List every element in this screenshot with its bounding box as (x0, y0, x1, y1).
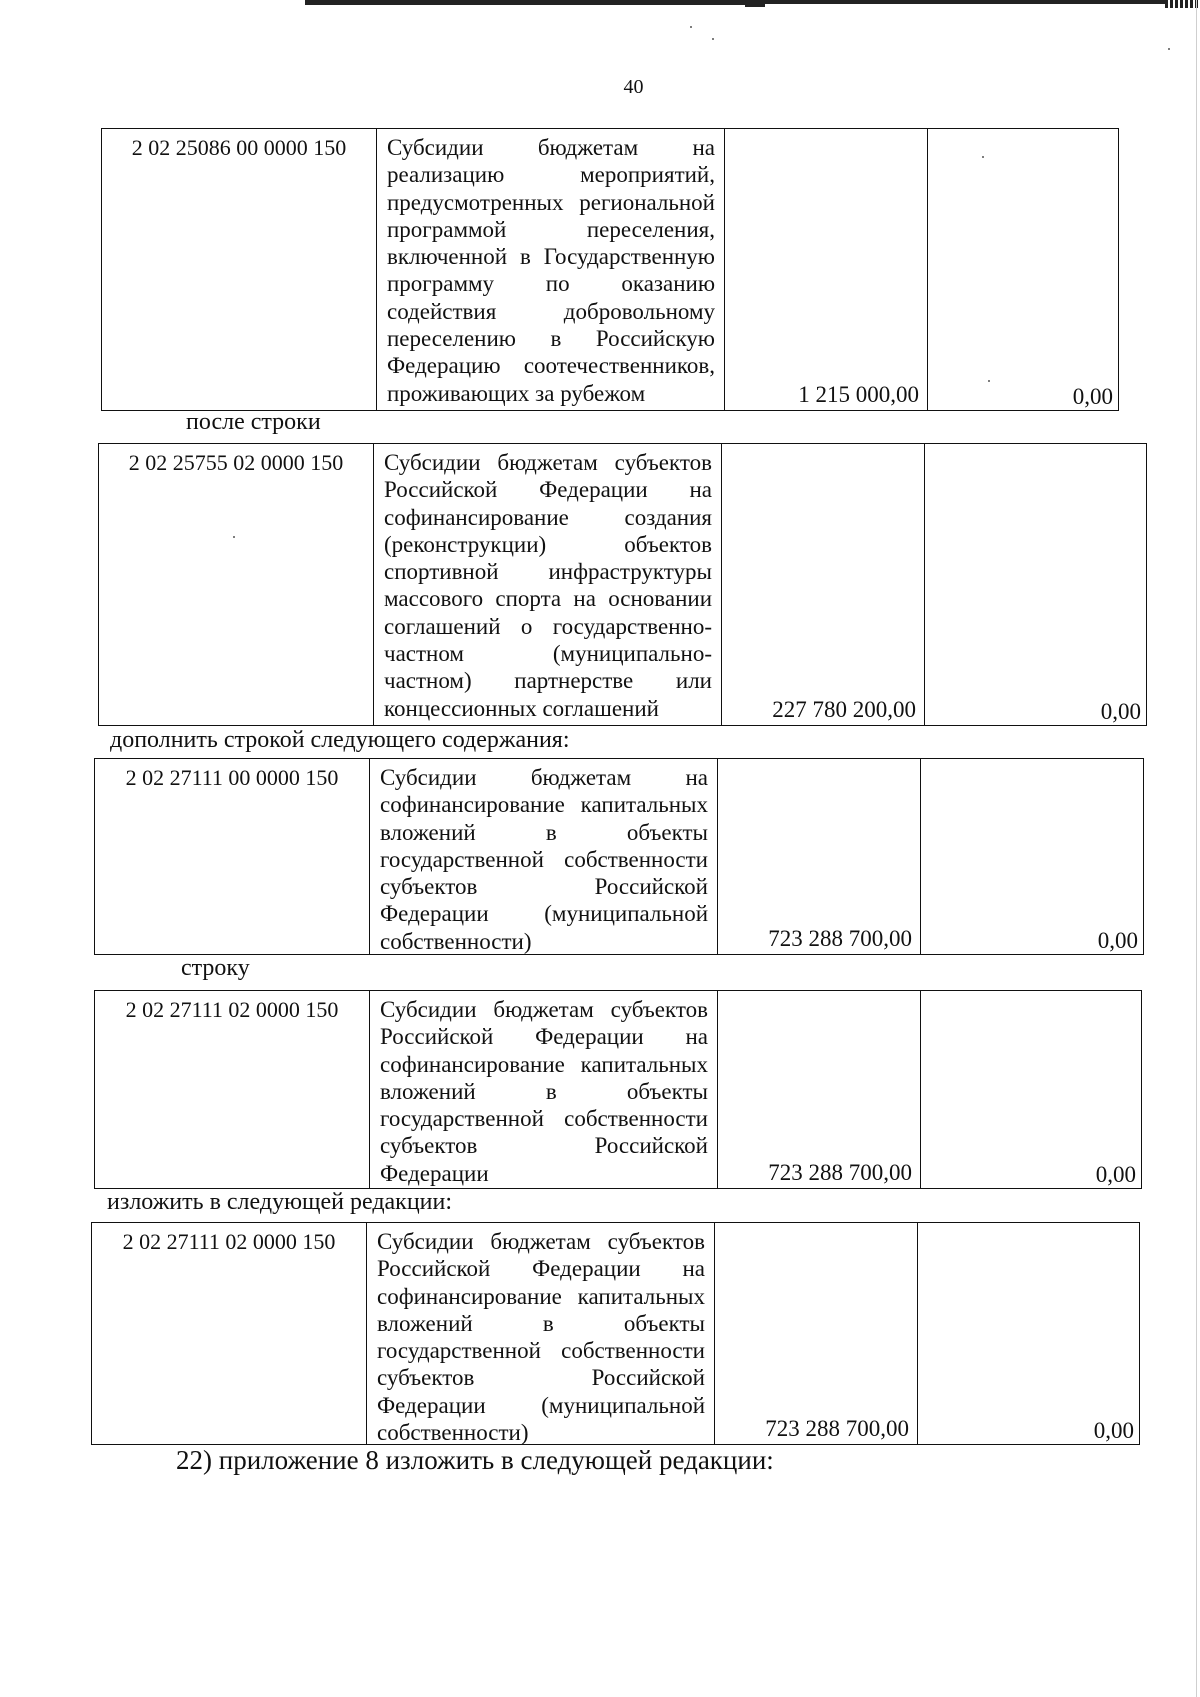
scan-edge-mark (745, 0, 765, 7)
row-value: 0,00 (1100, 699, 1141, 724)
scan-edge-mark (765, 0, 1165, 4)
value-cell (921, 759, 1143, 954)
amount-cell (718, 991, 921, 1188)
page-number: 40 (623, 76, 644, 98)
row-value: 0,00 (1097, 928, 1138, 953)
row-description: Субсидии бюджетам субъектов Российской Федерации на софинансирование создания (реконструкции) объектов спортивной инфраструктуры массового спорта на основании соглашений о государственно-частном (муниципально-частном) партнерстве или концессионных соглашений (374, 444, 722, 725)
scan-speck (1168, 48, 1170, 50)
scan-edge-mark (1165, 0, 1200, 8)
budget-code: 2 02 27111 00 0000 150 (95, 759, 370, 954)
scan-edge-line (1196, 0, 1197, 1697)
table-row (94, 990, 1142, 1189)
scan-speck (712, 38, 714, 40)
value-cell (928, 129, 1118, 410)
amount-cell (722, 444, 925, 725)
table-row (94, 758, 1144, 955)
row-value: 0,00 (1072, 384, 1113, 409)
budget-code: 2 02 25755 02 0000 150 (99, 444, 374, 725)
amount-cell (718, 759, 921, 954)
budget-code: 2 02 25086 00 0000 150 (102, 129, 377, 410)
row-value: 0,00 (1093, 1418, 1134, 1443)
closing-instruction: 22) приложение 8 изложить в следующей редакции: (176, 1445, 774, 1475)
row-amount: 723 288 700,00 (765, 1416, 909, 1441)
row-description: Субсидии бюджетам субъектов Российской Федерации на софинансирование капитальных вложений в объекты государственной собственности субъектов Российской Федерации (370, 991, 718, 1188)
table-row (91, 1222, 1140, 1445)
budget-code: 2 02 27111 02 0000 150 (95, 991, 370, 1188)
amount-cell (725, 129, 928, 410)
row-amount: 723 288 700,00 (768, 1160, 912, 1185)
instruction-label: дополнить строкой следующего содержания: (110, 727, 570, 753)
row-description: Субсидии бюджетам на реализацию мероприятий, предусмотренных региональной программой переселения, включенной в Государственную программу по оказанию содействия добровольному переселению в Российскую Федерацию соотечественников, проживающих за рубежом (377, 129, 725, 410)
budget-code: 2 02 27111 02 0000 150 (92, 1223, 367, 1444)
row-value: 0,00 (1095, 1162, 1136, 1187)
value-cell (921, 991, 1141, 1188)
row-description: Субсидии бюджетам субъектов Российской Федерации на софинансирование капитальных вложений в объекты государственной собственности субъектов Российской Федерации (муниципальной собственности) (367, 1223, 715, 1444)
instruction-label: после строки (186, 409, 321, 435)
row-amount: 1 215 000,00 (798, 382, 919, 407)
scan-speck (690, 26, 692, 28)
value-cell (925, 444, 1146, 725)
instruction-label: изложить в следующей редакции: (107, 1189, 453, 1215)
table-row (98, 443, 1147, 726)
instruction-label: строку (181, 955, 250, 981)
row-amount: 227 780 200,00 (772, 697, 916, 722)
row-amount: 723 288 700,00 (768, 926, 912, 951)
row-description: Субсидии бюджетам на софинансирование капитальных вложений в объекты государственной собственности субъектов Российской Федерации (муниципальной собственности) (370, 759, 718, 954)
value-cell (918, 1223, 1139, 1444)
amount-cell (715, 1223, 918, 1444)
table-row (101, 128, 1119, 411)
scan-edge-mark (305, 0, 745, 5)
